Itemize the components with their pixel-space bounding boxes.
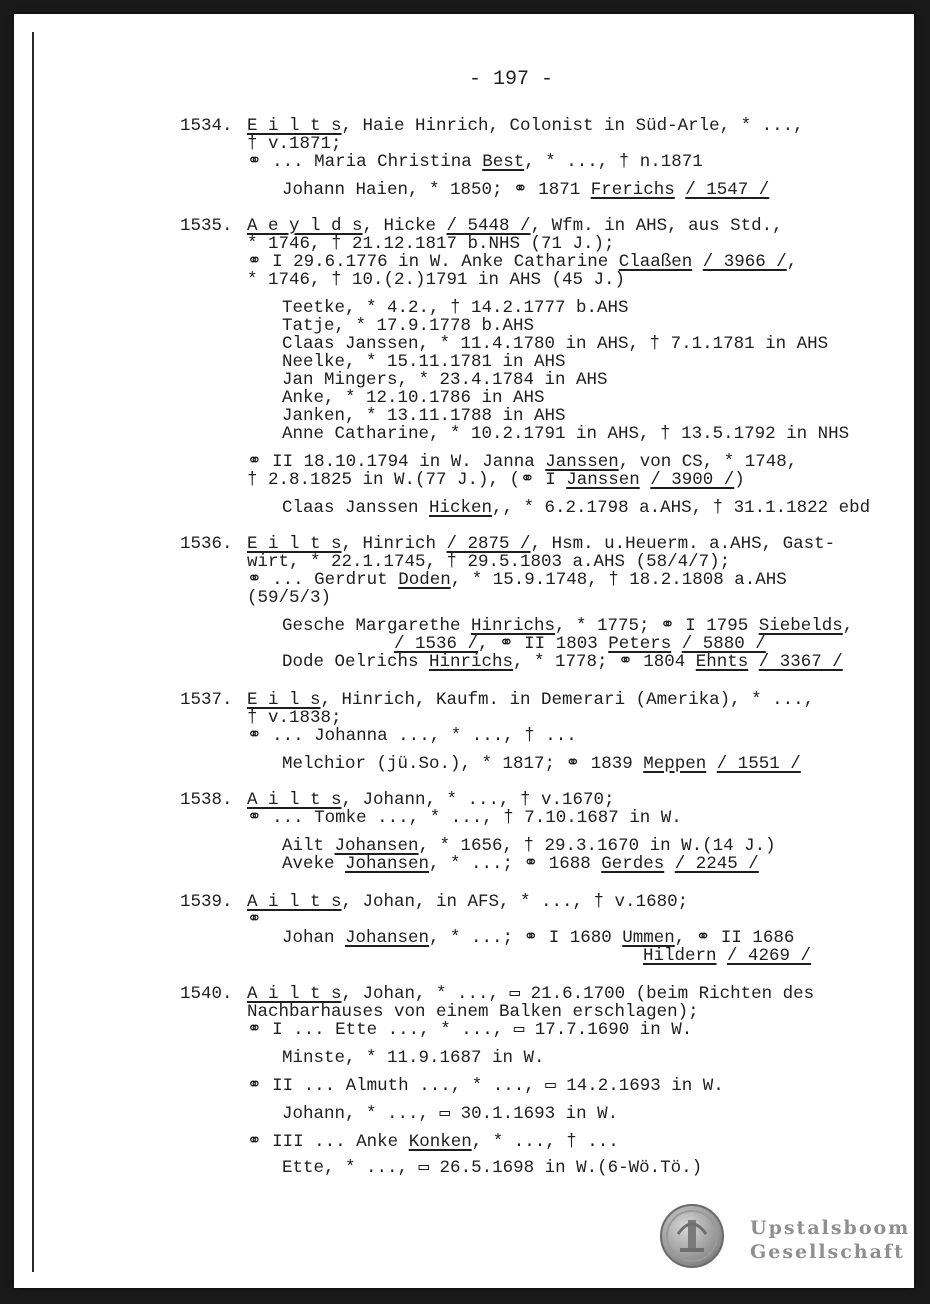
child-line: Johan Johansen, * ...; ⚭ I 1680 Ummen, ⚭ II 1686 (282, 928, 795, 948)
child-line: Johann Haien, * 1850; ⚭ 1871 Frerichs / 1547 / (282, 180, 770, 200)
page-number: - 197 - (469, 68, 554, 91)
entry-line: ⚭ II ... Almuth ..., * ..., ▭ 14.2.1693 in W. (247, 1076, 724, 1096)
entry-line: A e y l d s, Hicke / 5448 /, Wfm. in AHS, aus Std., (247, 216, 783, 236)
child-line: Johann, * ..., ▭ 30.1.1693 in W. (282, 1104, 619, 1124)
entry-line: ⚭ ... Tomke ..., * ..., † 7.10.1687 in W. (247, 808, 682, 828)
child-line: Minste, * 11.9.1687 in W. (282, 1048, 545, 1068)
child-line: Melchior (jü.So.), * 1817; ⚭ 1839 Meppen / 1551 / (282, 754, 801, 774)
child-line: Claas Janssen, * 11.4.1780 in AHS, † 7.1.1781 in AHS (282, 334, 829, 354)
child-line: Jan Mingers, * 23.4.1784 in AHS (282, 370, 608, 390)
entry-line: E i l t s, Hinrich / 2875 /, Hsm. u.Heuerm. a.AHS, Gast- (247, 534, 836, 554)
logo-line2: Gesellschaft (750, 1241, 905, 1263)
logo-line1: Upstalsboom (750, 1217, 911, 1239)
child-line: Teetke, * 4.2., † 14.2.1777 b.AHS (282, 298, 629, 318)
entry-line: ⚭ ... Gerdrut Doden, * 15.9.1748, † 18.2.1808 a.AHS (247, 570, 787, 590)
child-line: Janken, * 13.11.1788 in AHS (282, 406, 566, 426)
entry-line: A i l t s, Johan, * ..., ▭ 21.6.1700 (beim Richten des (247, 984, 815, 1004)
entry-number: 1539. (180, 892, 233, 912)
entry-number: 1540. (180, 984, 233, 1004)
entry-line: Nachbarhauses von einem Balken erschlagen); (247, 1002, 699, 1022)
document-page (14, 14, 914, 1288)
child-line: / 1536 /, ⚭ II 1803 Peters / 5880 / (394, 634, 766, 654)
entry-line: ⚭ ... Maria Christina Best, * ..., † n.1871 (247, 152, 703, 172)
child-line: Ailt Johansen, * 1656, † 29.3.1670 in W.(14 J.) (282, 836, 776, 856)
entry-line: A i l t s, Johan, in AFS, * ..., † v.1680; (247, 892, 689, 912)
entry-line: wirt, * 22.1.1745, † 29.5.1803 a.AHS (58/4/7); (247, 552, 731, 572)
entry-line: ⚭ I ... Ette ..., * ..., ▭ 17.7.1690 in W. (247, 1020, 693, 1040)
child-line: Aveke Johansen, * ...; ⚭ 1688 Gerdes / 2245 / (282, 854, 759, 874)
entry-number: 1538. (180, 790, 233, 810)
entry-line: E i l s, Hinrich, Kaufm. in Demerari (Amerika), * ..., (247, 690, 815, 710)
entry-line: ⚭ I 29.6.1776 in W. Anke Catharine Claaßen / 3966 /, (247, 252, 798, 272)
entry-line: (59/5/3) (247, 588, 332, 608)
child-line: Anke, * 12.10.1786 in AHS (282, 388, 545, 408)
seal-logo-icon (660, 1204, 724, 1268)
entry-number: 1534. (180, 116, 233, 136)
child-line: Anne Catharine, * 10.2.1791 in AHS, † 13.5.1792 in NHS (282, 424, 850, 444)
entry-line: ⚭ II 18.10.1794 in W. Janna Janssen, von CS, * 1748, (247, 452, 798, 472)
child-line: Dode Oelrichs Hinrichs, * 1778; ⚭ 1804 Ehnts / 3367 / (282, 652, 843, 672)
entry-line: A i l t s, Johann, * ..., † v.1670; (247, 790, 615, 810)
entry-line: * 1746, † 21.12.1817 b.NHS (71 J.); (247, 234, 615, 254)
entry-line: † 2.8.1825 in W.(77 J.), (⚭ I Janssen / 3900 /) (247, 470, 745, 490)
child-line: Tatje, * 17.9.1778 b.AHS (282, 316, 535, 336)
entry-line: † v.1838; (247, 708, 342, 728)
entry-number: 1536. (180, 534, 233, 554)
child-line: Claas Janssen Hicken,, * 6.2.1798 a.AHS, † 31.1.1822 ebd (282, 498, 871, 518)
child-line: Neelke, * 15.11.1781 in AHS (282, 352, 566, 372)
entry-number: 1537. (180, 690, 233, 710)
entry-line: ⚭ ... Johanna ..., * ..., † ... (247, 726, 577, 746)
child-line: Hildern / 4269 / (643, 946, 812, 966)
entry-line: ⚭ (247, 910, 262, 930)
logo-text (750, 1216, 910, 1264)
margin-line (32, 32, 34, 1272)
entry-line: * 1746, † 10.(2.)1791 in AHS (45 J.) (247, 270, 626, 290)
entry-line: ⚭ III ... Anke Konken, * ..., † ... (247, 1132, 619, 1152)
entry-line: E i l t s, Haie Hinrich, Colonist in Süd-Arle, * ..., (247, 116, 804, 136)
entry-line: † v.1871; (247, 134, 342, 154)
child-line: Gesche Margarethe Hinrichs, * 1775; ⚭ I 1795 Siebelds, (282, 616, 854, 636)
child-line: Ette, * ..., ▭ 26.5.1698 in W.(6-Wö.Tö.) (282, 1158, 703, 1178)
entry-number: 1535. (180, 216, 233, 236)
